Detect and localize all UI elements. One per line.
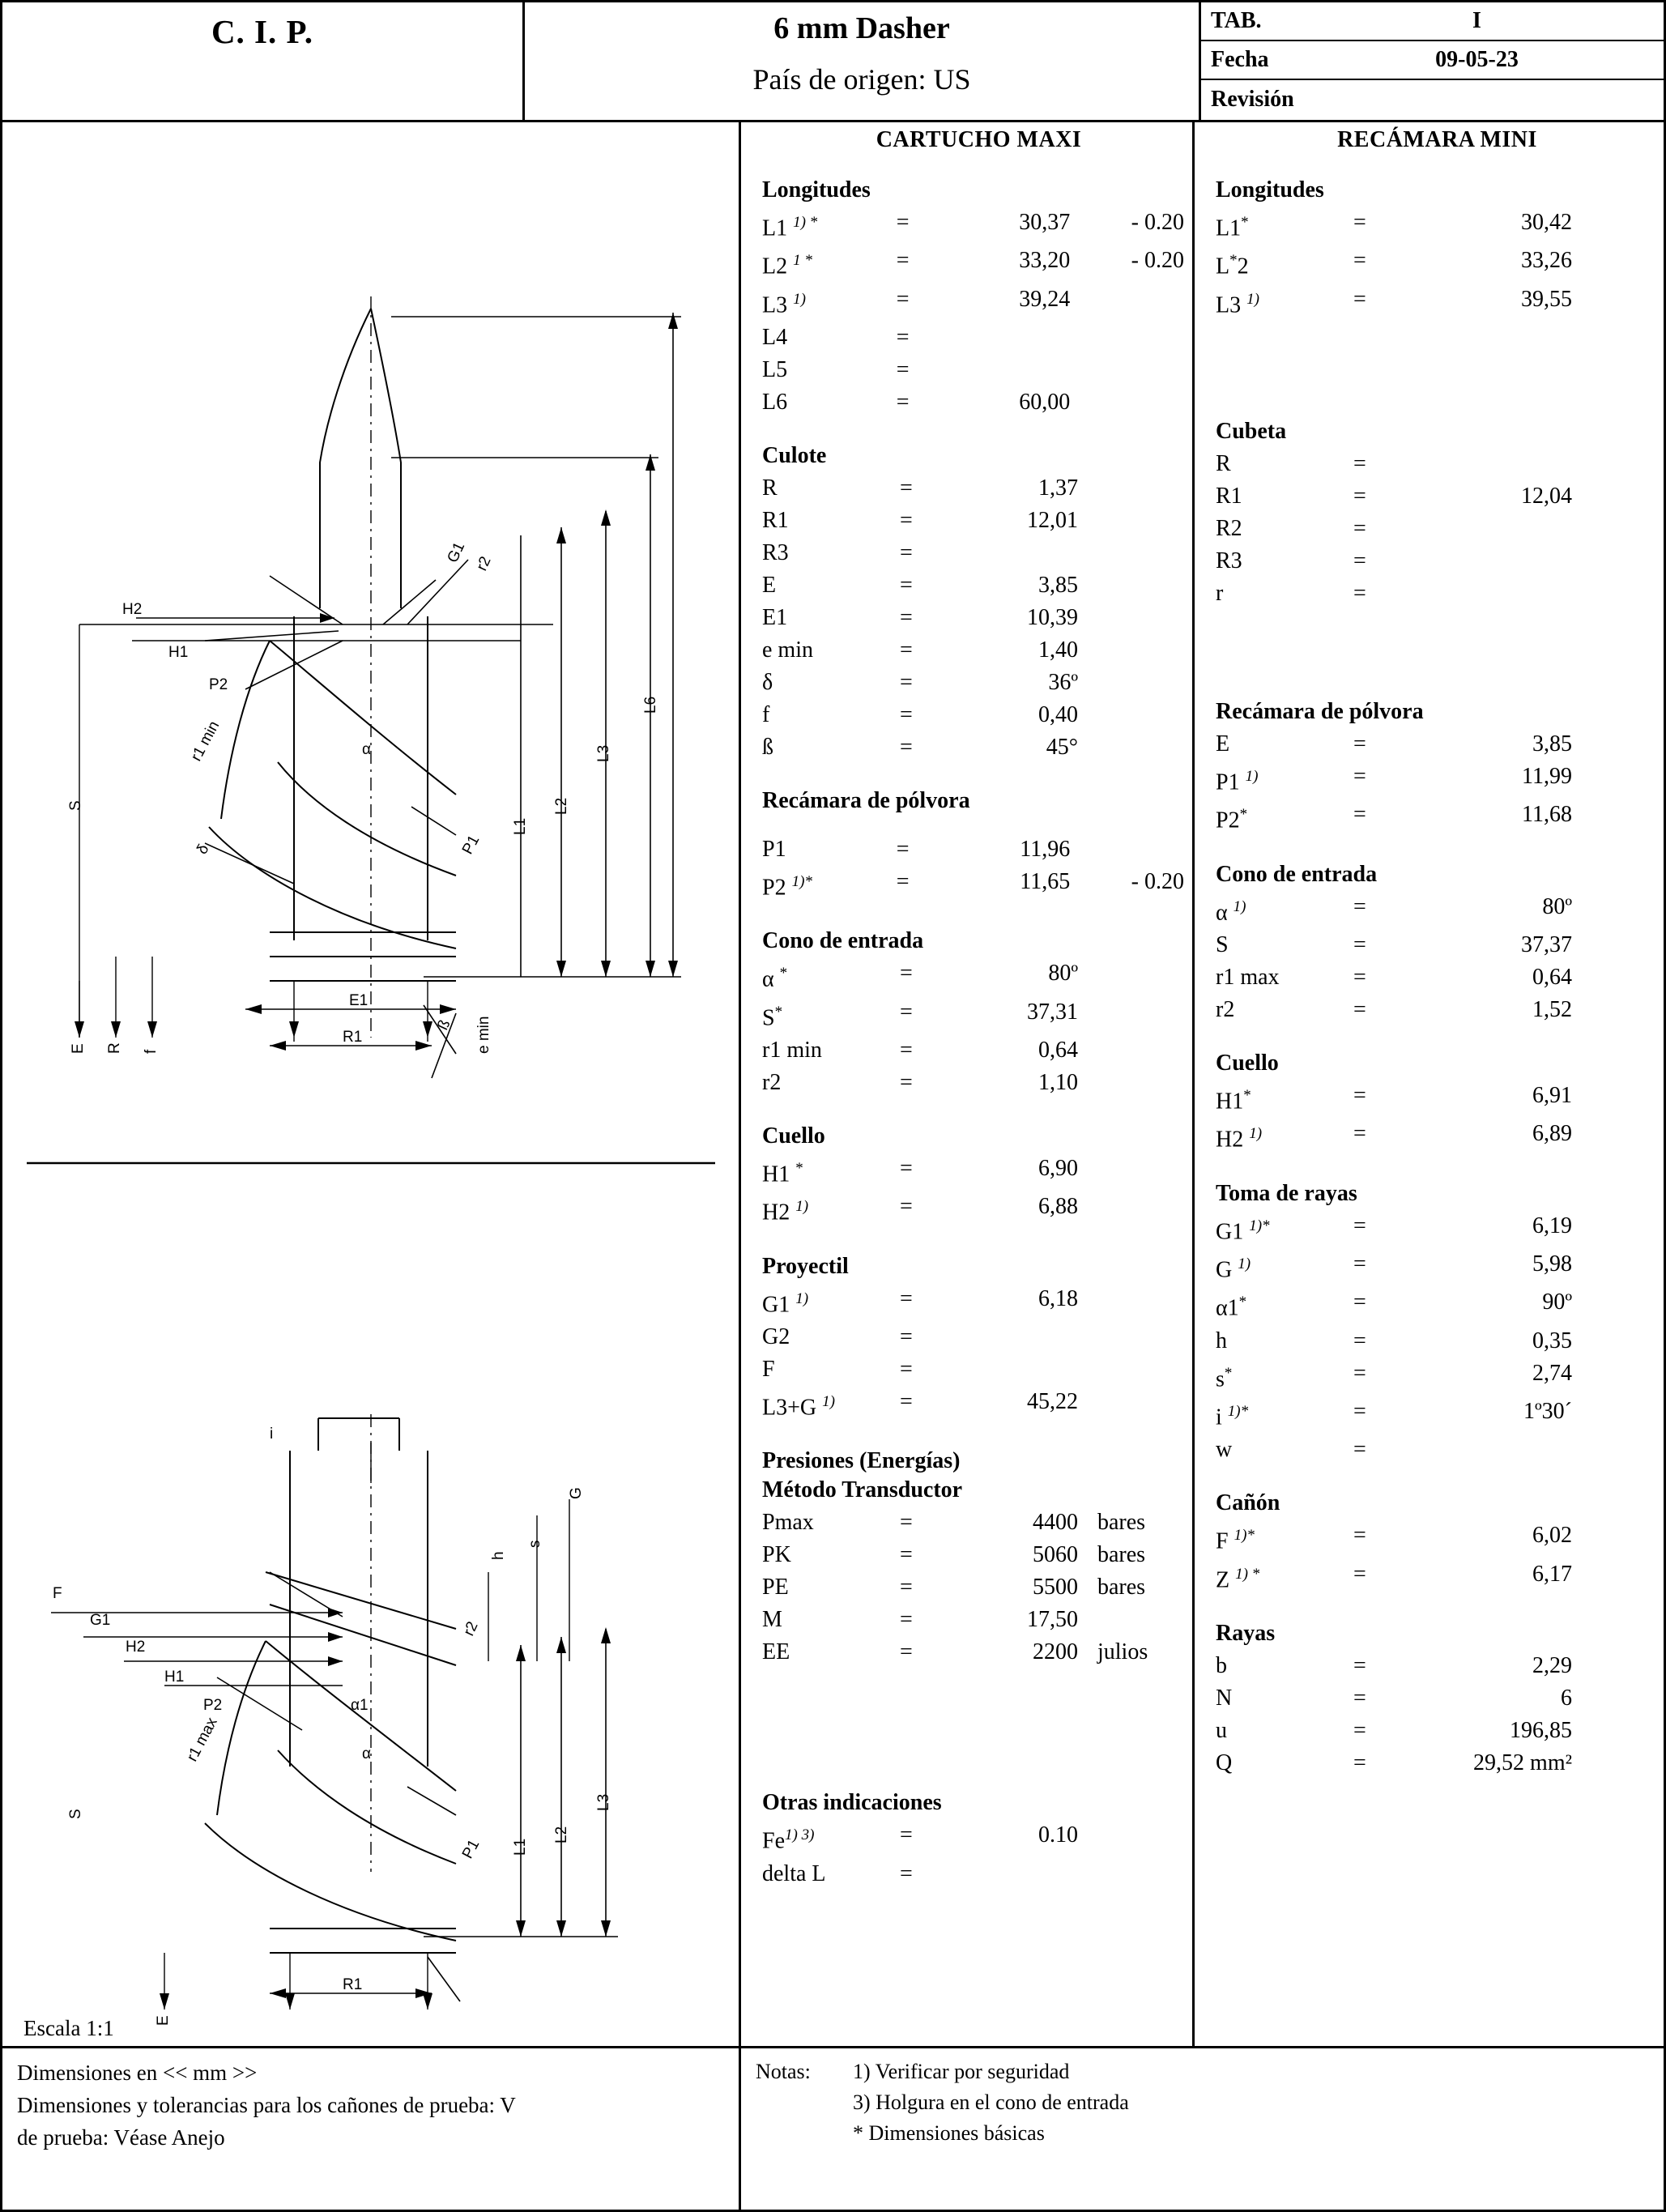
table-row: S = 37,37 bbox=[1216, 931, 1572, 957]
svg-text:L3: L3 bbox=[595, 1793, 612, 1811]
svg-text:L6: L6 bbox=[642, 696, 659, 714]
sheet-footer bbox=[2, 2046, 1664, 2212]
svg-text:S: S bbox=[67, 1809, 84, 1819]
svg-text:α1: α1 bbox=[351, 1697, 369, 1714]
svg-text:ß: ß bbox=[434, 1016, 454, 1034]
fecha-label: Fecha bbox=[1211, 46, 1269, 72]
notas-row-1 bbox=[756, 2056, 1664, 2087]
table-row: P1 = 11,96 bbox=[762, 836, 1071, 862]
table-row: b = 2,29 bbox=[1216, 1652, 1572, 1678]
svg-text:H2: H2 bbox=[126, 1639, 146, 1656]
svg-text:L3: L3 bbox=[595, 744, 612, 762]
mini-title: RECÁMARA MINI bbox=[1337, 127, 1537, 152]
svg-text:H2: H2 bbox=[122, 601, 143, 618]
svg-text:G1: G1 bbox=[90, 1612, 111, 1629]
table-row: Q = 29,52 mm² bbox=[1216, 1750, 1572, 1775]
table-row: L3 $^{1)}$ = 39,24 bbox=[762, 286, 1071, 318]
svg-text:r2: r2 bbox=[473, 553, 495, 574]
maxi-cuello-title: Cuello bbox=[762, 1123, 825, 1149]
maxi-proyectil-title: Proyectil bbox=[762, 1253, 849, 1279]
maxi-otras-title: Otras indicaciones bbox=[762, 1790, 942, 1816]
table-row: P2* = 11,68 bbox=[1216, 802, 1572, 833]
table-row: F $^{1)*}$ = 6,02 bbox=[1216, 1523, 1572, 1554]
recamara-mini-column bbox=[1195, 122, 1664, 2046]
notas-label: Notas: bbox=[756, 2060, 811, 2083]
svg-text:δ: δ bbox=[194, 841, 213, 858]
table-row: L1* = 30,42 bbox=[1216, 210, 1572, 241]
table-row: E1 = 10,39 bbox=[762, 604, 1078, 630]
table-row: Z $^{1) *}$ = 6,17 bbox=[1216, 1561, 1572, 1592]
maxi-blocks bbox=[741, 177, 1192, 1890]
svg-text:P1: P1 bbox=[458, 1836, 484, 1862]
mini-cono-title: Cono de entrada bbox=[1216, 861, 1378, 887]
table-row: G $^{1)}$ = 5,98 bbox=[1216, 1251, 1572, 1283]
mini-blocks bbox=[1195, 177, 1664, 1779]
table-row: e min = 1,40 bbox=[762, 637, 1078, 663]
maxi-culote-title: Culote bbox=[762, 442, 827, 468]
table-row: EE = 2200 julios bbox=[762, 1639, 1148, 1665]
table-row: E = 3,85 bbox=[762, 572, 1078, 598]
revision-label: Revisión bbox=[1211, 86, 1294, 112]
maxi-polvora-title: Recámara de pólvora bbox=[762, 787, 970, 813]
svg-text:r2: r2 bbox=[460, 1618, 482, 1639]
table-row: u = 196,85 bbox=[1216, 1717, 1572, 1743]
tab-value: I bbox=[1472, 7, 1481, 33]
table-row: H2 $^{1)}$ = 6,89 bbox=[1216, 1121, 1572, 1153]
cip-logo-cell bbox=[2, 2, 525, 120]
table-row: F = bbox=[762, 1356, 913, 1382]
svg-text:e min: e min bbox=[475, 1016, 492, 1054]
cartridge-cell bbox=[525, 2, 1201, 120]
drawings-column bbox=[2, 122, 741, 2046]
svg-text:R1: R1 bbox=[343, 1976, 363, 1993]
table-row: w = bbox=[1216, 1437, 1366, 1463]
table-row: L4 = bbox=[762, 324, 910, 350]
table-row: R = 1,37 bbox=[762, 475, 1078, 501]
table-row: $Fe^{1) 3)}$ = 0.10 bbox=[762, 1822, 1078, 1854]
nota-asterisco: * Dimensiones básicas bbox=[853, 2121, 1045, 2145]
table-row: h = 0,35 bbox=[1216, 1328, 1572, 1353]
dimensiones-units: Dimensiones en << mm >> bbox=[17, 2061, 258, 2085]
revision-row bbox=[1201, 80, 1664, 119]
table-row: G1 $^{1)*}$ = 6,19 bbox=[1216, 1213, 1572, 1244]
table-row: r2 = 1,52 bbox=[1216, 996, 1572, 1022]
table-row: P2 $^{1)*}$ = 11,65 - 0.20 bbox=[762, 868, 1184, 901]
notas-row-2 bbox=[756, 2087, 1664, 2118]
notas-row-3 bbox=[756, 2118, 1664, 2149]
table-row: i $^{1)*}$ = 1º30´ bbox=[1216, 1398, 1572, 1430]
tolerancias-line1: Dimensiones y tolerancias para los cañones de prueba: V bbox=[17, 2093, 516, 2117]
table-row: L1 $^{1) *}$ = 30,37 - 0.20 bbox=[762, 210, 1184, 241]
svg-text:L1: L1 bbox=[512, 817, 529, 835]
cip-label: C. I. P. bbox=[211, 13, 314, 50]
svg-text:r1 max: r1 max bbox=[183, 1715, 221, 1765]
mini-canon-title: Cañón bbox=[1216, 1490, 1280, 1516]
table-row: L3+G $^{1)}$ = 45,22 bbox=[762, 1388, 1078, 1421]
table-row: L6 = 60,00 bbox=[762, 389, 1071, 415]
sheet-body bbox=[2, 122, 1664, 2046]
svg-text:P2: P2 bbox=[209, 676, 228, 693]
tolerancias-line2: de prueba: Véase Anejo bbox=[17, 2125, 225, 2150]
maxi-metodo-subtitle: Método Transductor bbox=[762, 1477, 963, 1503]
svg-text:F: F bbox=[53, 1585, 62, 1602]
svg-text:L2: L2 bbox=[553, 1826, 570, 1843]
maxi-longitudes-title: Longitudes bbox=[762, 177, 871, 202]
table-row: f = 0,40 bbox=[762, 701, 1078, 727]
cartridge-name: 6 mm Dasher bbox=[773, 11, 950, 45]
tab-row bbox=[1201, 2, 1664, 41]
table-row: δ = 36º bbox=[762, 669, 1078, 695]
table-row: r1 max = 0,64 bbox=[1216, 964, 1572, 990]
maxi-cono-title: Cono de entrada bbox=[762, 928, 924, 954]
table-row: R3 = bbox=[762, 539, 913, 565]
meta-cell bbox=[1201, 2, 1664, 120]
table-row: α1* = 90º bbox=[1216, 1289, 1572, 1321]
svg-text:H1: H1 bbox=[168, 644, 189, 661]
cartridge-technical-drawing bbox=[2, 122, 741, 2046]
table-row: H1 * = 6,90 bbox=[762, 1155, 1078, 1187]
table-row: G1 $^{1)}$ = 6,18 bbox=[762, 1285, 1078, 1317]
table-row: M = 17,50 bbox=[762, 1607, 1078, 1633]
svg-text:E: E bbox=[70, 1043, 87, 1054]
table-row: r2 = 1,10 bbox=[762, 1069, 1078, 1095]
svg-text:S: S bbox=[67, 800, 84, 811]
svg-text:L1: L1 bbox=[512, 1838, 529, 1856]
mini-cubeta-title: Cubeta bbox=[1216, 418, 1287, 444]
table-row: E = 3,85 bbox=[1216, 731, 1572, 757]
mini-rayas-title: Rayas bbox=[1216, 1620, 1276, 1646]
table-row: R3 = bbox=[1216, 548, 1366, 573]
table-row: R1 = 12,01 bbox=[762, 507, 1078, 533]
nota-1: 1) Verificar por seguridad bbox=[853, 2060, 1070, 2083]
svg-text:α: α bbox=[362, 741, 371, 758]
svg-text:i: i bbox=[270, 1426, 274, 1443]
svg-text:G1: G1 bbox=[444, 539, 469, 566]
table-row: P1 $^{1)}$ = 11,99 bbox=[1216, 763, 1572, 795]
table-row: r = bbox=[1216, 580, 1366, 606]
nota-3: 3) Holgura en el cono de entrada bbox=[853, 2091, 1129, 2114]
table-row: r1 min = 0,64 bbox=[762, 1037, 1078, 1063]
table-row: R2 = bbox=[1216, 515, 1366, 541]
svg-text:R1: R1 bbox=[343, 1029, 363, 1046]
table-row: H1* = 6,91 bbox=[1216, 1082, 1572, 1115]
footer-notes bbox=[741, 2048, 1664, 2212]
table-row: s* = 2,74 bbox=[1216, 1360, 1572, 1392]
tab-label: TAB. bbox=[1211, 7, 1262, 33]
table-row: H2 $^{1)}$ = 6,88 bbox=[762, 1194, 1078, 1225]
country-of-origin: País de origen: US bbox=[752, 63, 971, 96]
cartucho-maxi-column bbox=[741, 122, 1195, 2046]
fecha-row bbox=[1201, 41, 1664, 80]
footer-left bbox=[2, 2048, 741, 2212]
mini-polvora-title: Recámara de pólvora bbox=[1216, 698, 1424, 724]
scale-label: Escala 1:1 bbox=[23, 2016, 114, 2040]
table-row: delta L = bbox=[762, 1860, 913, 1886]
mini-toma-rayas-title: Toma de rayas bbox=[1216, 1180, 1357, 1206]
table-row: S* = 37,31 bbox=[762, 999, 1078, 1030]
maxi-title: CARTUCHO MAXI bbox=[876, 127, 1082, 152]
table-row: R = bbox=[1216, 450, 1366, 476]
svg-text:s: s bbox=[526, 1540, 543, 1548]
fecha-value: 09-05-23 bbox=[1435, 46, 1519, 72]
svg-text:r1 min: r1 min bbox=[187, 718, 224, 765]
svg-text:E: E bbox=[155, 2015, 172, 2026]
table-row: Pmax = 4400 bares bbox=[762, 1510, 1146, 1536]
maxi-presiones-title: Presiones (Energías) bbox=[762, 1448, 961, 1474]
svg-text:H1: H1 bbox=[164, 1669, 185, 1686]
table-row: α * = 80º bbox=[762, 961, 1078, 992]
svg-text:f: f bbox=[143, 1049, 160, 1054]
svg-text:L2: L2 bbox=[553, 797, 570, 815]
table-row: G2 = bbox=[762, 1323, 913, 1349]
table-row: α $^{1)}$ = 80º bbox=[1216, 893, 1572, 925]
svg-text:G: G bbox=[568, 1487, 585, 1499]
mini-longitudes-title: Longitudes bbox=[1216, 177, 1324, 202]
table-row: ß = 45° bbox=[762, 734, 1078, 760]
svg-text:E1: E1 bbox=[349, 992, 369, 1009]
svg-text:P2: P2 bbox=[203, 1697, 223, 1714]
table-row: PK = 5060 bares bbox=[762, 1542, 1146, 1568]
table-row: L5 = bbox=[762, 356, 910, 382]
svg-text:R: R bbox=[106, 1042, 123, 1054]
table-row: PE = 5500 bares bbox=[762, 1575, 1146, 1600]
table-row: L3 $^{1)}$ = 39,55 bbox=[1216, 286, 1572, 318]
table-row: N = 6 bbox=[1216, 1685, 1572, 1711]
table-row: L*2 = 33,26 bbox=[1216, 248, 1572, 279]
sheet-header bbox=[2, 2, 1664, 122]
svg-text:P1: P1 bbox=[458, 832, 484, 858]
svg-text:h: h bbox=[490, 1551, 507, 1560]
table-row: R1 = 12,04 bbox=[1216, 483, 1572, 509]
mini-cuello-title: Cuello bbox=[1216, 1050, 1279, 1076]
table-row: L2 $^{1 *}$ = 33,20 - 0.20 bbox=[762, 248, 1184, 279]
svg-text:α: α bbox=[362, 1745, 371, 1762]
